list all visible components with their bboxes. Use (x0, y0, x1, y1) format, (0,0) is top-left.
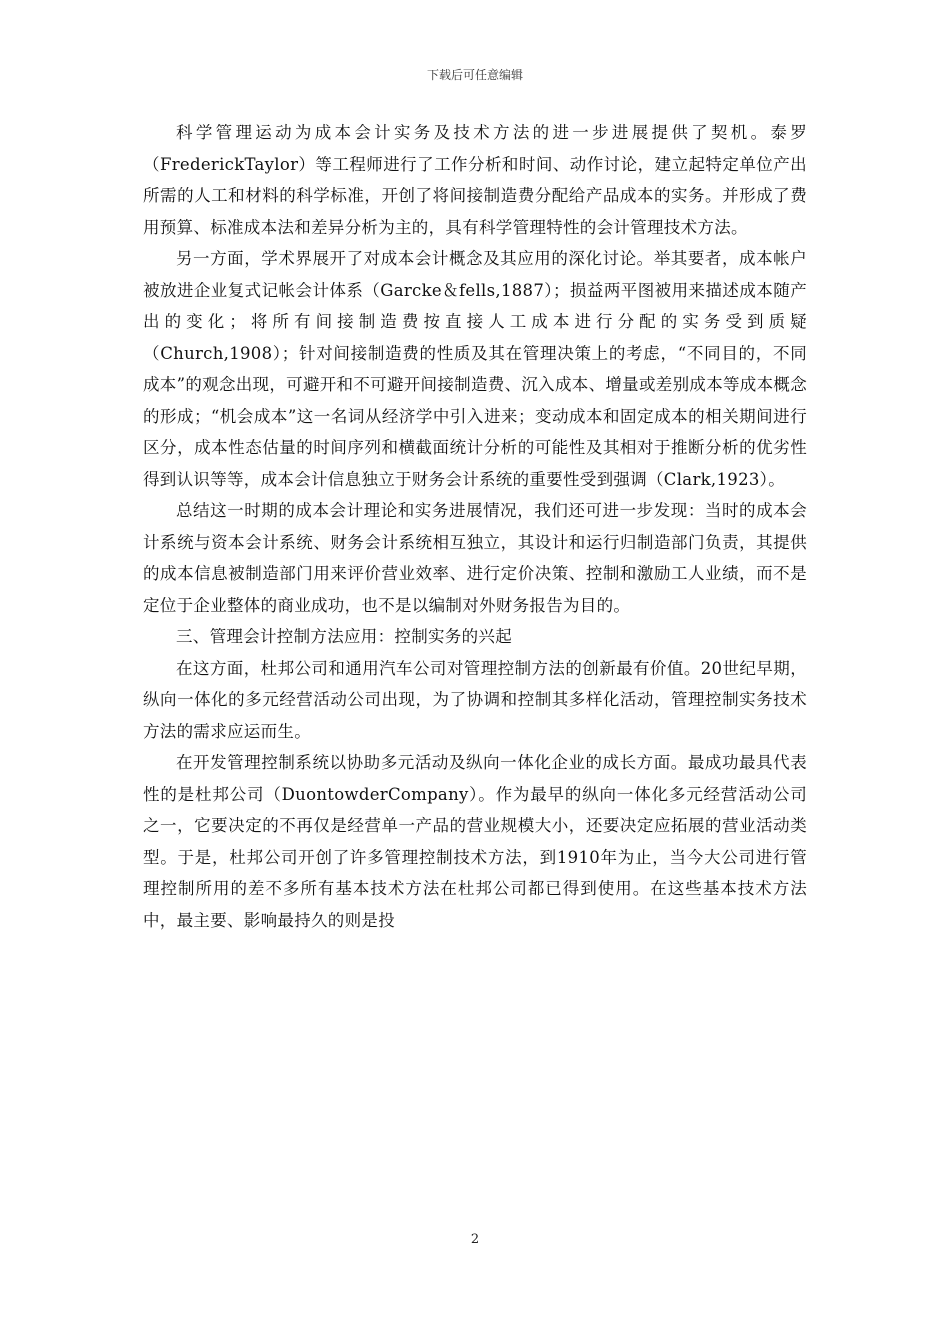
page-number: 2 (470, 1232, 480, 1247)
paragraph-dupont-gm: 在这方面，杜邦公司和通用汽车公司对管理控制方法的创新最有价值。20世纪早期，纵向一体化的多元经营活动公司出现，为了协调和控制其多样化活动，管理控制实务技术方法的需求应运而生。 (143, 658, 807, 741)
paragraph-summary: 总结这一时期的成本会计理论和实务进展情况，我们还可进一步发现：当时的成本会计系统与资本会计系统、财务会计系统相互独立，其设计和运行归制造部门负责，其提供的成本信息被制造部门用来评价营业效率、进行定价决策、控制和激励工人业绩，而不是定位于企业整体的商业成功，也不是以编制对外财务报告为目的。 (143, 501, 807, 615)
section-heading: 三、管理会计控制方法应用：控制实务的兴起 (176, 627, 512, 646)
paragraph-dupont-control: 在开发管理控制系统以协助多元活动及纵向一体化企业的成长方面。最成功最具代表性的是杜邦公司（DuontowderCompany）。作为最早的纵向一体化多元经营活动公司之一，它要决定的不再仅是经营单一产品的营业规模大小，还要决定应拓展的营业活动类型。于是，杜邦公司开创了许多管理控制技术方法，到1910年为止，当今大公司进行管理控制所用的差不多所有基本技术方法在杜邦公司都已得到使用。在这些基本技术方法中，最主要、影响最持久的则是投 (143, 753, 807, 930)
page-header: 下载后可任意编辑 (426, 68, 523, 82)
paragraph-scientific-management: 科学管理运动为成本会计实务及技术方法的进一步进展提供了契机。泰罗（FrederickTaylor）等工程师进行了工作分析和时间、动作讨论，建立起特定单位产出所需的人工和材料的科学标准，开创了将间接制造费分配给产品成本的实务。并形成了费用预算、标准成本法和差异分析为主的，具有科学管理特性的会计管理技术方法。 (143, 123, 807, 237)
paragraph-academic-discussion: 另一方面，学术界展开了对成本会计概念及其应用的深化讨论。举其要者，成本帐户被放进企业复式记帐会计体系（Garcke＆fells,1887）；损益两平图被用来描述成本随产出的变化；将所有间接制造费按直接人工成本进行分配的实务受到质疑（Church,1908）；针对间接制造费的性质及其在管理决策上的考虑，“不同目的，不同成本”的观念出现，可避开和不可避开间接制造费、沉入成本、增量或差别成本等成本概念的形成；“机会成本”这一名词从经济学中引入进来；变动成本和固定成本的相关期间进行区分，成本性态估量的时间序列和横截面统计分析的可能性及其相对于推断分析的优劣性得到认识等等，成本会计信息独立于财务会计系统的重要性受到强调（Clark,1923）。 (143, 249, 807, 489)
document-body (143, 117, 807, 936)
